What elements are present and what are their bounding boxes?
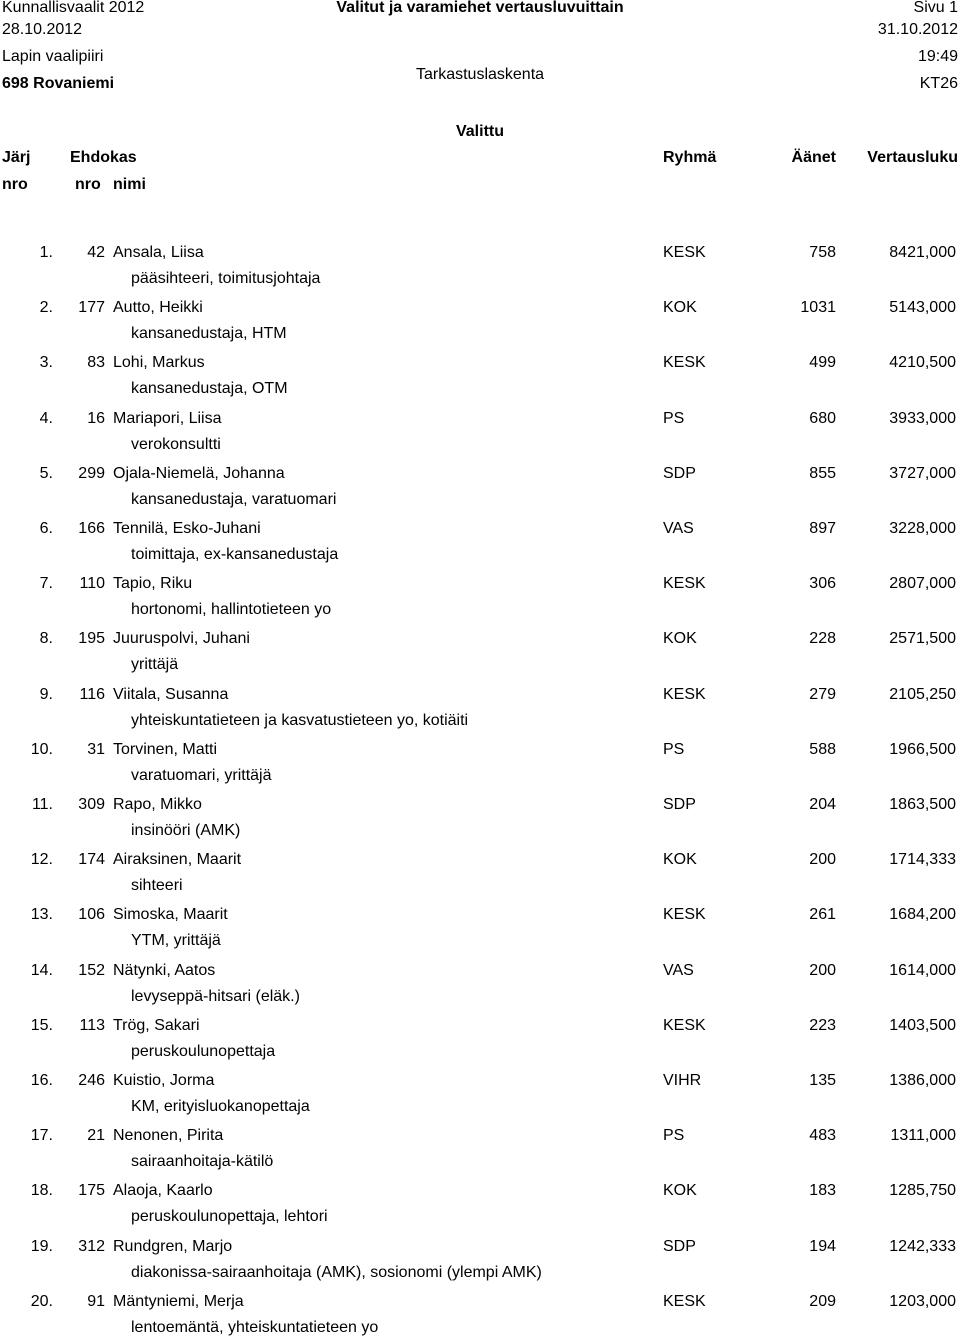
row-order: 1. xyxy=(39,244,53,261)
candidate-name: Ojala-Niemelä, Johanna xyxy=(113,465,285,482)
comparison-number: 1285,750 xyxy=(889,1182,956,1199)
candidate-number: 152 xyxy=(78,962,105,979)
candidate-occupation: levyseppä-hitsari (eläk.) xyxy=(131,988,300,1005)
row-order: 5. xyxy=(39,465,53,482)
party-group: PS xyxy=(663,741,685,758)
col-header-candidate: Ehdokas xyxy=(70,149,137,166)
candidate-name: Tapio, Riku xyxy=(113,575,193,592)
vote-count: 588 xyxy=(809,741,836,758)
count-type: Tarkastuslaskenta xyxy=(415,66,545,83)
vote-count: 183 xyxy=(809,1182,836,1199)
candidate-name: Torvinen, Matti xyxy=(113,741,218,758)
party-group: PS xyxy=(663,1127,685,1144)
candidate-number: 110 xyxy=(79,575,105,592)
candidate-occupation: sairaanhoitaja-kätilö xyxy=(131,1153,274,1170)
party-group: KOK xyxy=(663,299,697,316)
candidate-number: 42 xyxy=(87,244,105,261)
row-order: 8. xyxy=(39,630,53,647)
candidate-number: 299 xyxy=(78,465,105,482)
row-order: 10. xyxy=(30,741,53,758)
candidate-occupation: kansanedustaja, HTM xyxy=(131,325,287,342)
vote-count: 1031 xyxy=(800,299,836,316)
candidate-occupation: sihteeri xyxy=(131,877,183,894)
comparison-number: 1403,500 xyxy=(889,1017,956,1034)
row-order: 11. xyxy=(31,796,53,813)
candidate-number: 309 xyxy=(78,796,105,813)
candidate-name: Nenonen, Pirita xyxy=(113,1127,224,1144)
municipality: 698 Rovaniemi xyxy=(2,75,115,92)
report-title: Valitut ja varamiehet vertausluvuittain xyxy=(336,0,624,16)
col-subheader-candidate-nro: nro xyxy=(75,176,101,193)
col-header-group: Ryhmä xyxy=(663,149,717,166)
col-header-votes: Äänet xyxy=(791,149,836,166)
vote-count: 228 xyxy=(809,630,836,647)
election-name: Kunnallisvaalit 2012 xyxy=(2,0,145,16)
candidate-occupation: peruskoulunopettaja, lehtori xyxy=(131,1208,328,1225)
candidate-number: 83 xyxy=(87,354,105,371)
comparison-number: 1863,500 xyxy=(889,796,956,813)
vote-count: 306 xyxy=(809,575,836,592)
candidate-occupation: yrittäjä xyxy=(131,656,179,673)
party-group: KESK xyxy=(663,1293,706,1310)
comparison-number: 2105,250 xyxy=(889,686,956,703)
vote-count: 194 xyxy=(809,1238,836,1255)
candidate-occupation: yhteiskuntatieteen ja kasvatustieteen yo, kotiäiti xyxy=(131,712,469,729)
col-subheader-order-nro: nro xyxy=(2,176,28,193)
vote-count: 897 xyxy=(809,520,836,537)
candidate-name: Alaoja, Kaarlo xyxy=(113,1182,213,1199)
party-group: KOK xyxy=(663,851,697,868)
comparison-number: 3727,000 xyxy=(889,465,956,482)
vote-count: 855 xyxy=(809,465,836,482)
row-order: 15. xyxy=(30,1017,53,1034)
row-order: 20. xyxy=(30,1293,53,1310)
row-order: 16. xyxy=(30,1072,53,1089)
candidate-number: 166 xyxy=(78,520,105,537)
row-order: 12. xyxy=(30,851,53,868)
comparison-number: 1203,000 xyxy=(889,1293,956,1310)
candidate-occupation: pääsihteeri, toimitusjohtaja xyxy=(131,270,321,287)
candidate-name: Simoska, Maarit xyxy=(113,906,228,923)
candidate-number: 21 xyxy=(87,1127,105,1144)
candidate-name: Viitala, Susanna xyxy=(113,686,229,703)
row-order: 13. xyxy=(30,906,53,923)
candidate-number: 246 xyxy=(78,1072,105,1089)
comparison-number: 4210,500 xyxy=(889,354,956,371)
candidate-occupation: kansanedustaja, OTM xyxy=(131,380,288,397)
row-order: 7. xyxy=(39,575,53,592)
party-group: VAS xyxy=(663,962,694,979)
candidate-occupation: peruskoulunopettaja xyxy=(131,1043,276,1060)
candidate-occupation: lentoemäntä, yhteiskuntatieteen yo xyxy=(131,1319,379,1336)
candidate-number: 91 xyxy=(87,1293,105,1310)
party-group: PS xyxy=(663,410,685,427)
row-order: 6. xyxy=(39,520,53,537)
party-group: KOK xyxy=(663,630,697,647)
party-group: SDP xyxy=(663,1238,696,1255)
candidate-name: Nätynki, Aatos xyxy=(113,962,216,979)
party-group: KESK xyxy=(663,686,706,703)
vote-count: 200 xyxy=(809,962,836,979)
party-group: KESK xyxy=(663,575,706,592)
candidate-name: Kuistio, Jorma xyxy=(113,1072,215,1089)
candidate-occupation: hortonomi, hallintotieteen yo xyxy=(131,601,332,618)
candidate-number: 175 xyxy=(78,1182,105,1199)
vote-count: 758 xyxy=(809,244,836,261)
electoral-district: Lapin vaalipiiri xyxy=(2,48,104,65)
col-header-order: Järj xyxy=(2,149,31,166)
row-order: 2. xyxy=(39,299,53,316)
candidate-occupation: diakonissa-sairaanhoitaja (AMK), sosionomi (ylempi AMK) xyxy=(131,1264,542,1281)
report-time: 19:49 xyxy=(917,48,958,65)
row-order: 4. xyxy=(39,410,53,427)
candidate-occupation: verokonsultti xyxy=(131,436,221,453)
comparison-number: 1386,000 xyxy=(889,1072,956,1089)
candidate-name: Lohi, Markus xyxy=(113,354,205,371)
candidate-number: 113 xyxy=(79,1017,105,1034)
comparison-number: 3228,000 xyxy=(889,520,956,537)
row-order: 19. xyxy=(30,1238,53,1255)
vote-count: 483 xyxy=(809,1127,836,1144)
vote-count: 279 xyxy=(809,686,836,703)
vote-count: 499 xyxy=(809,354,836,371)
party-group: VIHR xyxy=(663,1072,702,1089)
report-date: 31.10.2012 xyxy=(877,21,958,38)
candidate-number: 106 xyxy=(78,906,105,923)
comparison-number: 1242,333 xyxy=(889,1238,956,1255)
candidate-occupation: KM, erityisluokanopettaja xyxy=(131,1098,310,1115)
candidate-occupation: insinööri (AMK) xyxy=(131,822,241,839)
vote-count: 223 xyxy=(809,1017,836,1034)
row-order: 9. xyxy=(39,686,53,703)
comparison-number: 2571,500 xyxy=(889,630,956,647)
candidate-occupation: varatuomari, yrittäjä xyxy=(131,767,272,784)
candidate-name: Trög, Sakari xyxy=(113,1017,200,1034)
vote-count: 204 xyxy=(809,796,836,813)
row-order: 18. xyxy=(30,1182,53,1199)
page-number: Sivu 1 xyxy=(913,0,958,16)
section-title: Valittu xyxy=(455,123,504,140)
party-group: KESK xyxy=(663,244,706,261)
comparison-number: 1966,500 xyxy=(889,741,956,758)
party-group: SDP xyxy=(663,796,696,813)
row-order: 14. xyxy=(30,962,53,979)
candidate-name: Airaksinen, Maarit xyxy=(113,851,242,868)
candidate-name: Autto, Heikki xyxy=(113,299,203,316)
candidate-name: Mariapori, Liisa xyxy=(113,410,222,427)
candidate-number: 116 xyxy=(79,686,105,703)
party-group: VAS xyxy=(663,520,694,537)
candidate-name: Mäntyniemi, Merja xyxy=(113,1293,244,1310)
col-subheader-candidate-name: nimi xyxy=(113,176,146,193)
party-group: KOK xyxy=(663,1182,697,1199)
candidate-number: 174 xyxy=(78,851,105,868)
party-group: SDP xyxy=(663,465,696,482)
vote-count: 680 xyxy=(809,410,836,427)
vote-count: 209 xyxy=(809,1293,836,1310)
candidate-name: Rundgren, Marjo xyxy=(113,1238,233,1255)
print-date: 28.10.2012 xyxy=(2,21,83,38)
comparison-number: 1614,000 xyxy=(889,962,956,979)
vote-count: 135 xyxy=(809,1072,836,1089)
candidate-name: Juuruspolvi, Juhani xyxy=(113,630,250,647)
candidate-name: Rapo, Mikko xyxy=(113,796,202,813)
comparison-number: 3933,000 xyxy=(889,410,956,427)
candidate-number: 312 xyxy=(78,1238,105,1255)
comparison-number: 2807,000 xyxy=(889,575,956,592)
candidate-number: 177 xyxy=(78,299,105,316)
comparison-number: 1311,000 xyxy=(890,1127,956,1144)
party-group: KESK xyxy=(663,1017,706,1034)
comparison-number: 1684,200 xyxy=(889,906,956,923)
comparison-number: 5143,000 xyxy=(889,299,956,316)
vote-count: 200 xyxy=(809,851,836,868)
candidate-name: Ansala, Liisa xyxy=(113,244,204,261)
col-header-comparison: Vertausluku xyxy=(867,149,958,166)
row-order: 3. xyxy=(39,354,53,371)
candidate-occupation: YTM, yrittäjä xyxy=(131,932,221,949)
row-order: 17. xyxy=(30,1127,53,1144)
report-code: KT26 xyxy=(919,75,958,92)
comparison-number: 8421,000 xyxy=(889,244,956,261)
vote-count: 261 xyxy=(809,906,836,923)
party-group: KESK xyxy=(663,906,706,923)
party-group: KESK xyxy=(663,354,706,371)
comparison-number: 1714,333 xyxy=(889,851,956,868)
candidate-number: 31 xyxy=(87,741,105,758)
candidate-number: 16 xyxy=(87,410,105,427)
candidate-occupation: toimittaja, ex-kansanedustaja xyxy=(131,546,339,563)
candidate-number: 195 xyxy=(78,630,105,647)
candidate-name: Tennilä, Esko-Juhani xyxy=(113,520,261,537)
candidate-occupation: kansanedustaja, varatuomari xyxy=(131,491,337,508)
